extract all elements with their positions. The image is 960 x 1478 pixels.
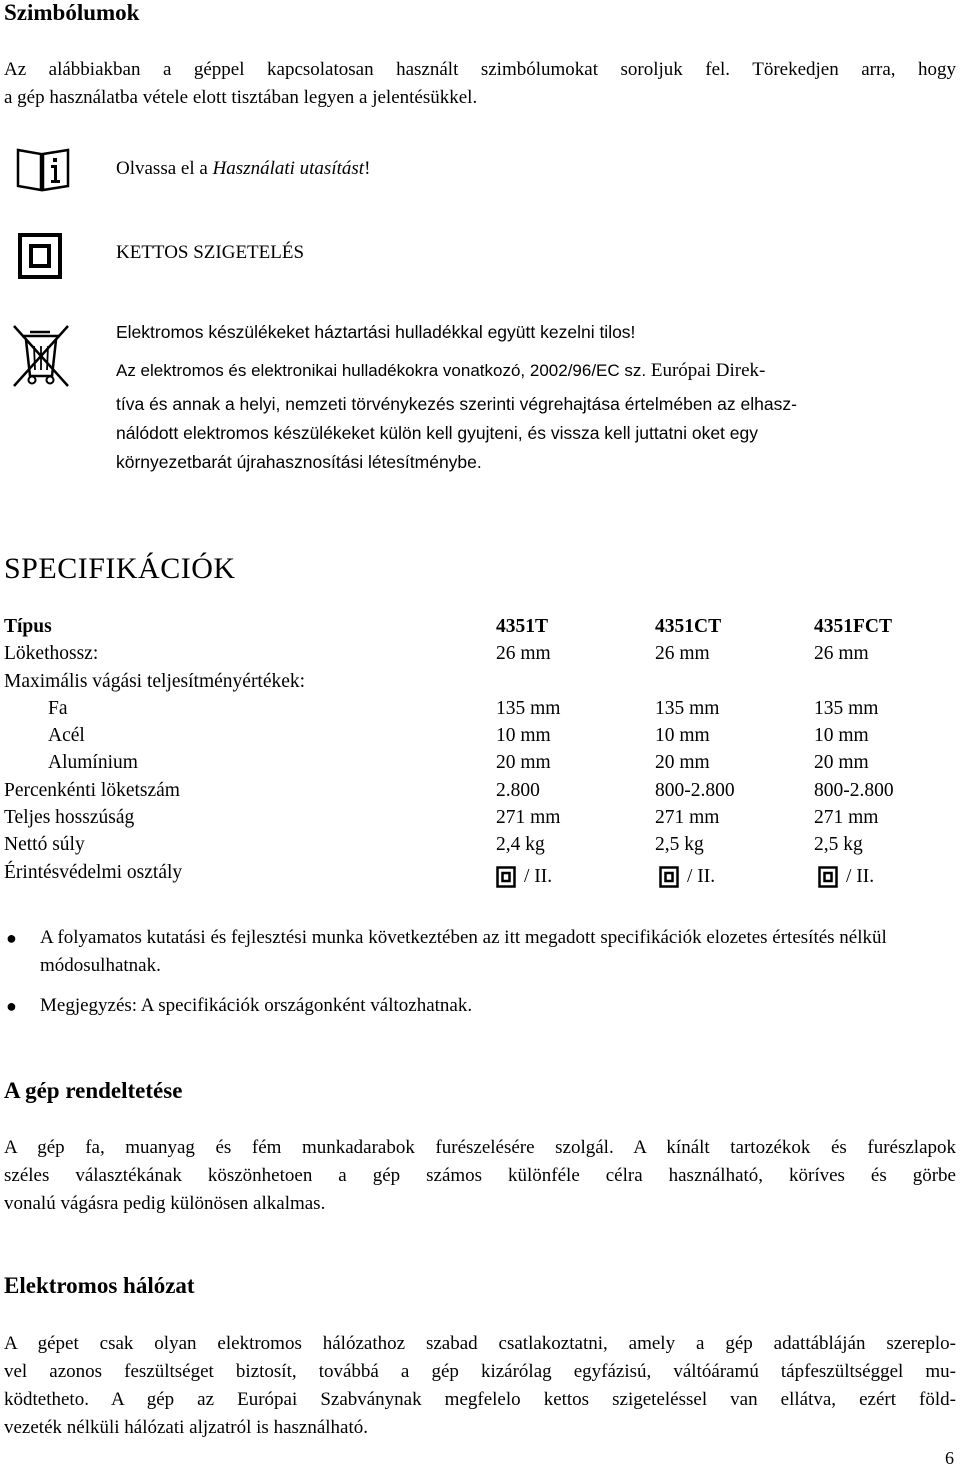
spec-row: Lökethossz: 26 mm 26 mm 26 mm bbox=[4, 643, 869, 665]
symbols-title: Szimbólumok bbox=[4, 0, 140, 25]
purpose-title: A gép rendeltetése bbox=[4, 1078, 183, 1103]
spec-row: Teljes hosszúság 271 mm 271 mm 271 mm bbox=[4, 807, 879, 829]
spec-row: Acél 10 mm 10 mm 10 mm bbox=[48, 725, 869, 747]
bullet-icon: ● bbox=[6, 928, 17, 948]
spec-row: Fa 135 mm 135 mm 135 mm bbox=[48, 697, 879, 719]
symbols-intro bbox=[4, 56, 956, 112]
double-insulation-icon bbox=[18, 232, 62, 280]
crossed-bin-icon bbox=[10, 322, 72, 388]
weee-line-2: Az elektromos és elektronikai hulladékokra vonatkozó, 2002/96/EC sz. Európai Direk- bbox=[116, 360, 766, 381]
double-insulation-icon bbox=[496, 866, 516, 888]
mains-text: A gépet csak olyan elektromos hálózathoz szabad csatlakoztatni, amely a gép adattábláján szereplo- vel azonos feszültséget biztosít, továbbá a gép kizárólag egyfázisú, váltóáramú tápfeszültséggel mu- ködtetheto. A gép az Európai Szabványnak megfelelo kettos szigeteléssel van ellátva, ezért föld- vezeték nélküli hálózati aljzatról is használható. bbox=[4, 1333, 956, 1438]
spec-header-label: Típus bbox=[4, 616, 52, 637]
spec-table bbox=[4, 616, 956, 896]
page-number: 6 bbox=[945, 1448, 954, 1468]
weee-line-1: Elektromos készülékeket háztartási hulladékkal együtt kezelni tilos! bbox=[116, 322, 636, 342]
spec-notes bbox=[0, 924, 960, 1032]
purpose-text: A gép fa, muanyag és fém munkadarabok furészelésére szolgál. A kínált tartozékok és furészlapok széles választékának köszönhetoen a gép számos különféle célra használható, köríves és görbe vonalú vágásra pedig különösen alkalmas. bbox=[4, 1137, 956, 1214]
symbol-double-insulation bbox=[0, 232, 960, 282]
spec-row-protection-class: Érintésvédelmi osztály / II. / II. / II. bbox=[4, 861, 875, 887]
spec-row: Nettó súly 2,4 kg 2,5 kg 2,5 kg bbox=[4, 834, 863, 856]
bullet-icon: ● bbox=[6, 996, 17, 1016]
read-manual-text: Olvassa el a Használati utasítást! bbox=[116, 158, 371, 179]
weee-line-3: tíva és annak a helyi, nemzeti törvénykezés szerinti végrehajtása értelmében az elhasz- bbox=[116, 394, 797, 414]
spec-header-row bbox=[4, 616, 956, 643]
spec-row: Maximális vágási teljesítményértékek: bbox=[4, 670, 306, 692]
mains-title: Elektromos hálózat bbox=[4, 1273, 195, 1298]
spec-header-model-3: 4351FCT bbox=[814, 616, 892, 637]
specs-title: SPECIFIKÁCIÓK bbox=[4, 552, 236, 585]
spec-header-model-2: 4351CT bbox=[655, 616, 722, 637]
weee-line-4: nálódott elektromos készülékeket külön kell gyujteni, és vissza kell juttatni oket egy bbox=[116, 423, 758, 443]
double-insulation-icon bbox=[659, 866, 679, 888]
double-insulation-text: KETTOS SZIGETELÉS bbox=[116, 242, 305, 263]
read-manual-icon bbox=[14, 146, 72, 194]
double-insulation-icon bbox=[818, 866, 838, 888]
spec-header-model-1: 4351T bbox=[496, 616, 549, 637]
spec-row: Alumínium 20 mm 20 mm 20 mm bbox=[48, 752, 869, 774]
list-item: ● A folyamatos kutatási és fejlesztési munka következtében az itt megadott specifikációk elozetes értesítés nélkül módosulhatnak. bbox=[0, 924, 960, 980]
weee-line-5: környezetbarát újrahasznosítási létesítménybe. bbox=[116, 452, 482, 472]
intro-line-1: Az alábbiakban a géppel kapcsolatosan használt szimbólumokat soroljuk fel. Törekedjen arra, hogy bbox=[4, 59, 956, 80]
intro-line-2: a gép használatba vétele elott tisztában legyen a jelentésükkel. bbox=[4, 87, 478, 108]
spec-row: Percenkénti löketszám 2.800 800-2.800 800-2.800 bbox=[4, 779, 894, 801]
symbol-read-manual bbox=[0, 146, 960, 196]
list-item: ● Megjegyzés: A specifikációk országonként változhatnak. bbox=[0, 992, 960, 1020]
weee-text-rest bbox=[116, 390, 956, 477]
